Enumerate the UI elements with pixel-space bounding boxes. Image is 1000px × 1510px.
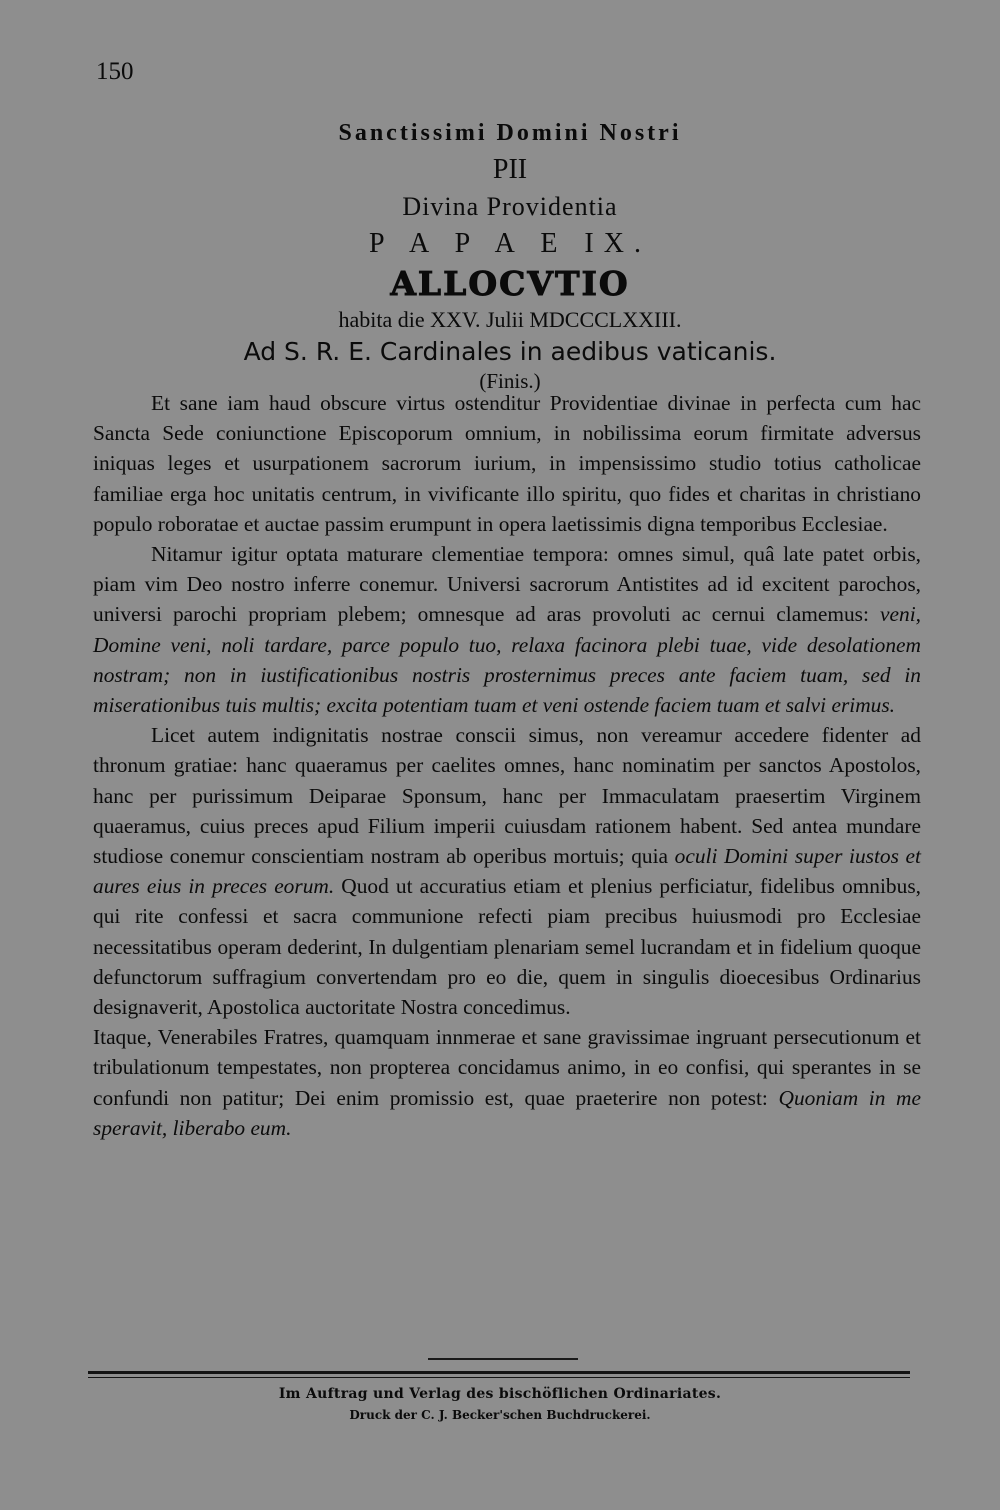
paragraph-4: [93, 1022, 921, 1143]
heading-date: habita die XXV. Julii MDCCCLXXIII.: [338, 307, 682, 332]
paragraph-1: [93, 388, 921, 539]
heading-finis: (Finis.): [479, 369, 541, 393]
heading-divina-providentia: Divina Providentia: [402, 192, 618, 221]
imprint: [0, 1383, 1000, 1425]
short-divider: [428, 1358, 578, 1360]
paragraph-3: [93, 720, 921, 1022]
paragraph-4-text: Itaque, Venerabiles Fratres, quamquam innmerae et sane gravissimae ingruant persecutionum et tribulationum tempestates, non propterea concidamus animo, in eo confisi, qui sperantes in se confundi non patitur; Dei enim promissio est, quae praeterire non potest:: [93, 1025, 921, 1110]
paragraph-3-text-a: Licet autem indignitatis nostrae conscii simus, non vereamur accedere fidenter ad thronum gratiae: hanc quaeramus per caelites omnes, hanc nominatim per sanctos Apostolos, hanc per purissimum Deiparae Sponsum, hanc per Immaculatam praesertim Virginem quaeramus, cuius preces apud Filium imperii cuiusdam rationem habent. Sed antea mundare studiose conemur conscientiam nostram ab operibus mortuis; quia: [93, 723, 921, 869]
heading-addressees: Ad S. R. E. Cardinales in aedibus vaticanis.: [243, 337, 777, 366]
heading-sanctissimi: Sanctissimi Domini Nostri: [338, 120, 682, 146]
paragraph-1-text: Et sane iam haud obscure virtus ostenditur Providentiae divinae in perfecta cum hac Sancta Sede coniunctione Episcoporum omnium, in nobilissima eorum firmitate adversus iniquas leges et usurpationem sacrorum iurium, in impensissimo studio totius catholicae familiae erga hoc unitatis centrum, in vivificante illo spiritu, quo fides et charitas in christiano populo roboratae et auctae passim erumpunt in opera laetissimis digna temporibus Ecclesiae.: [93, 391, 921, 536]
document-heading: [0, 115, 1000, 393]
paragraph-2: [93, 539, 921, 720]
paragraph-3-text-b: Quod ut accuratius etiam et plenius perficiatur, fidelibus omnibus, qui rite confessi et sacra communione refecti piam precibus huiusmodi pro Ecclesiae necessitatibus operam dederint, In dulgentiam plenariam semel lucrandam et in fidelium quoque defunctorum suffragium convertendam pro eo die, quem in singulis dioecesibus Ordinarius designaverit, Apostolica auctoritate Nostra concedimus.: [93, 874, 921, 1020]
imprint-publisher: Im Auftrag und Verlag des bischöflichen Ordinariates.: [278, 1386, 722, 1402]
paragraph-2-text: Nitamur igitur optata maturare clementiae tempora: omnes simul, quâ late patet orbis, piam vim Deo nostro inferre conemur. Universi sacrorum Antistites ad id excitent parochos, universi parochi propriam plebem; omnesque ad aras provoluti ac cernui clamemus:: [93, 542, 921, 627]
heading-papae: P A P A E IX.: [369, 228, 651, 259]
body-text: [93, 388, 921, 1143]
imprint-printer: Druck der C. J. Becker'schen Buchdruckerei.: [349, 1408, 651, 1422]
paragraph-3-quote: oculi Domini super iustos et aures eius in preces eorum.: [93, 844, 921, 899]
paragraph-2-prayer: veni, Domine veni, noli tardare, parce populo tuo, relaxa facinora plebi tuae, vide desolationem nostram; non in iustificationibus nostris prosternimus preces ante faciem tuam, sed in miserationibus tuis multis; excita potentiam tuam et veni ostende faciem tuam et salvi erimus.: [93, 602, 921, 718]
page-number: 150: [96, 58, 134, 85]
heading-allocutio: ALLOCVTIO: [390, 264, 630, 303]
paragraph-4-quote: Quoniam in me speravit, liberabo eum.: [93, 1085, 921, 1140]
footer-divider: [88, 1371, 910, 1378]
heading-pii: PII: [492, 154, 528, 185]
